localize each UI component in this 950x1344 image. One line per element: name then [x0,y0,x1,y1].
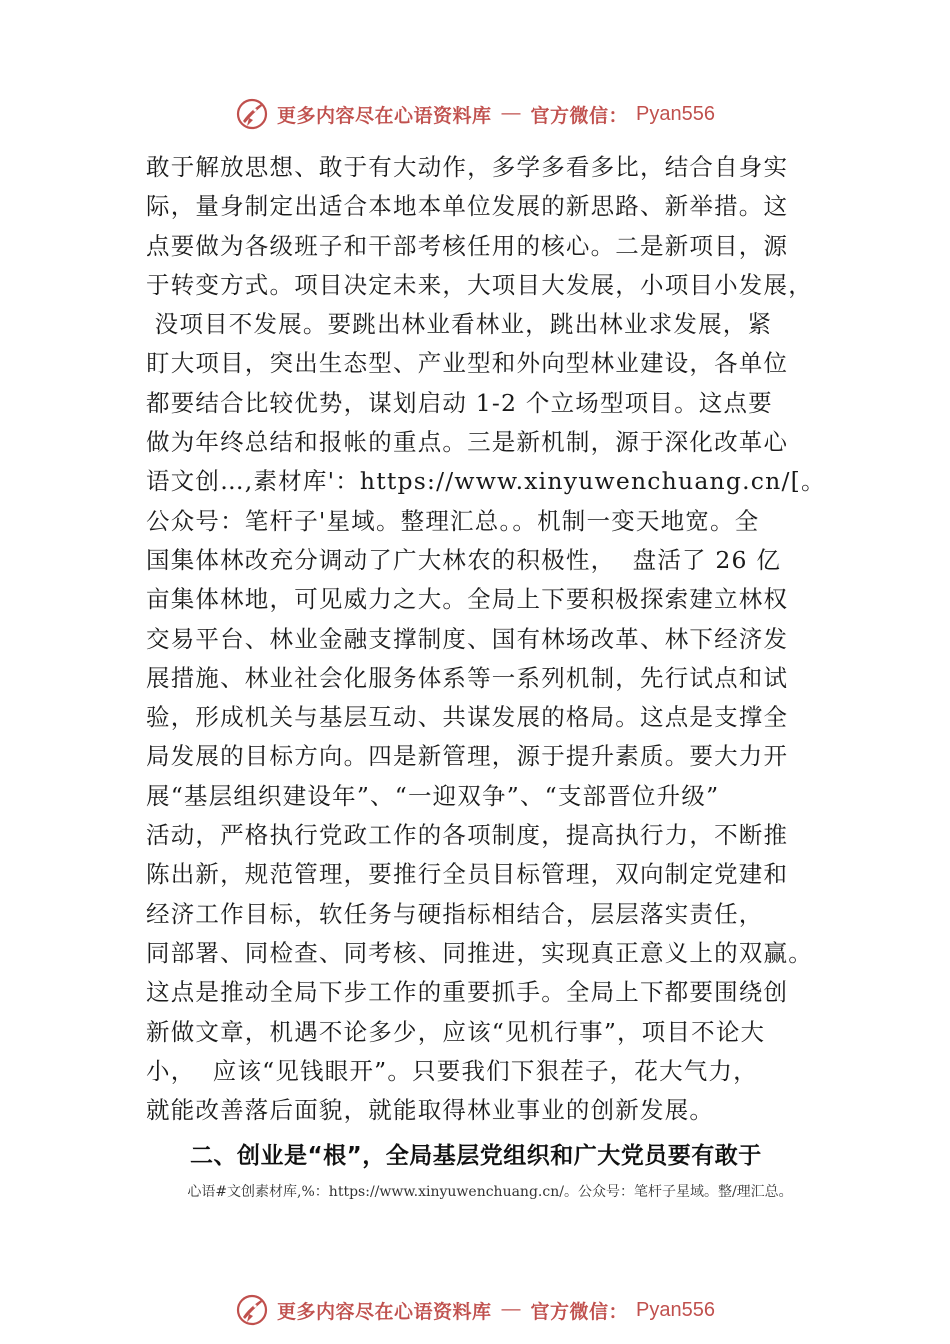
body-line: 际，量身制定出适合本地本单位发展的新思路、新举措。这 [146,192,789,221]
body-line: 就能改善落后面貌，就能取得林业事业的创新发展。 [146,1096,715,1125]
body-line: 没项目不发展。要跳出林业看林业，跳出林业求发展，紧 [146,310,773,339]
body-line: 亩集体林地，可见威力之大。全局上下要积极探索建立林权 [146,585,789,614]
footer-brand-text: 更多内容尽在心语资料库 [277,1300,492,1323]
header-brand [235,97,715,131]
watermark-text: 心语#文创素材库,%：https://www.xinyuwenchuang.cn/。公众号：笔杆子星域。整/理汇总。 [187,1184,793,1200]
header-handle: Pyan556 [636,102,715,125]
body-line: 验，形成机关与基层互动、共谋发展的格局。这点是支撑全 [146,703,789,732]
body-line: 陈出新，规范管理，要推行全员目标管理，双向制定党建和 [146,860,789,889]
page-footer [0,1288,950,1332]
body-line: 活动，严格执行党政工作的各项制度，提高执行力，不断推 [146,821,789,850]
body-line: 局发展的目标方向。四是新管理，源于提升素质。要大力开 [146,742,789,771]
body-line: 这点是推动全局下步工作的重要抓手。全局上下都要围绕创 [146,978,789,1007]
body-line: 于转变方式。项目决定未来，大项目大发展，小项目小发展， [146,270,813,299]
body-line: 公众号：笔杆子'星域。整理汇总。。机制一变天地宽。全 [146,506,760,535]
footer-handle: Pyan556 [636,1298,715,1321]
body-line: 展“基层组织建设年”、“一迎双争”、“支部晋位升级” [146,781,720,810]
body-line: 展措施、林业社会化服务体系等一系列机制，先行试点和试 [146,663,789,692]
footer-brand [235,1293,715,1327]
header-channel-label: 官方微信： [530,104,629,127]
body-line: 交易平台、林业金融支撑制度、国有林场改革、林下经济发 [146,624,789,653]
document-body [146,148,846,1130]
body-line: 都要结合比较优势，谋划启动 1-2 个立场型项目。这点要 [146,388,773,417]
body-line: 同部署、同检查、同考核、同推进，实现真正意义上的双赢。 [146,938,813,967]
body-line: 经济工作目标，软任务与硬指标相结合，层层落实责任， [146,899,764,928]
body-line: 国集体林改充分调动了广大林农的积极性， 盘活了 26 亿 [146,545,782,574]
body-line: 盯大项目，突出生态型、产业型和外向型林业建设，各单位 [146,349,789,378]
body-line: 点要做为各级班子和干部考核任用的核心。二是新项目，源 [146,231,789,260]
page-header [0,92,950,136]
header-brand-text: 更多内容尽在心语资料库 [277,104,492,127]
body-line: 语文创…,素材库'：https://www.xinyuwenchuang.cn/[。 [146,467,826,496]
body-line: 做为年终总结和报帐的重点。三是新机制，源于深化改革心 [146,428,789,457]
section-heading: 二、创业是“根”，全局基层党组织和广大党员要有敢于 [190,1143,762,1169]
body-line: 小， 应该“见钱眼开”。只要我们下狠茬子，花大气力， [146,1056,758,1085]
pen-nib-logo-icon [235,1293,269,1327]
footer-separator: — [501,1299,521,1320]
header-separator: — [501,103,521,124]
body-line: 新做文章，机遇不论多少，应该“见机行事”，项目不论大 [146,1017,766,1046]
footer-channel-label: 官方微信： [530,1300,629,1323]
pen-nib-logo-icon [235,97,269,131]
body-line: 敢于解放思想、敢于有大动作，多学多看多比，结合自身实 [146,153,789,181]
